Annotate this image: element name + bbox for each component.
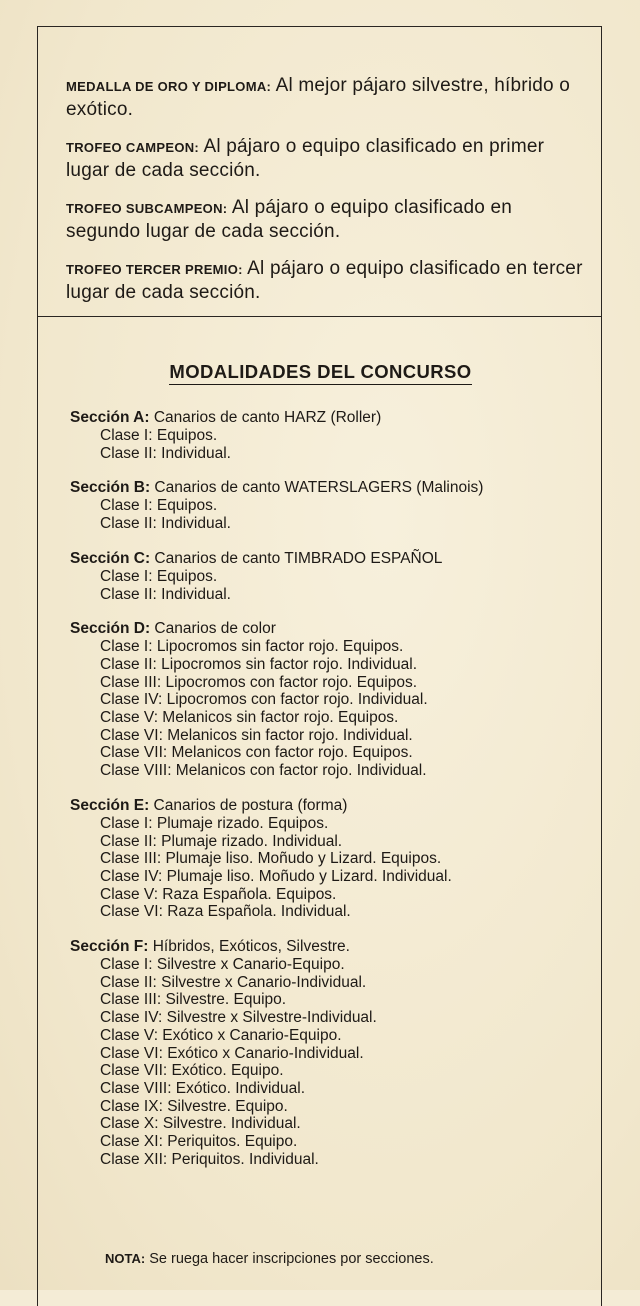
class-item: Clase II: Plumaje rizado. Individual. — [100, 832, 343, 850]
class-item: Clase VIII: Exótico. Individual. — [100, 1079, 306, 1097]
award-champion — [66, 135, 586, 182]
section-key: Sección E: — [70, 796, 150, 814]
class-item: Clase VI: Exótico x Canario-Individual. — [100, 1044, 364, 1062]
class-item: Clase VII: Melanicos con factor rojo. Equipos. — [100, 744, 413, 762]
section-title: MODALIDADES DEL CONCURSO — [169, 361, 471, 385]
section-text: Canarios de canto HARZ (Roller) — [149, 409, 382, 426]
section-text: Canarios de canto WATERSLAGERS (Malinois) — [150, 479, 484, 497]
modalities-box — [37, 316, 602, 1306]
section-key: Sección D: — [70, 620, 151, 638]
class-item: Clase I: Equipos. — [100, 567, 218, 585]
section-heading — [70, 797, 595, 815]
class-item: Clase II: Individual. — [100, 515, 231, 533]
award-text: Al mejor pájaro silvestre, híbrido o exótico. — [66, 75, 571, 120]
note-key: NOTA: — [105, 1251, 146, 1266]
class-item: Clase II: Lipocromos sin factor rojo. Individual. — [100, 655, 418, 673]
class-item: Clase XI: Periquitos. Equipo. — [100, 1133, 298, 1151]
class-item: Clase III: Plumaje liso. Moñudo y Lizard. Equipos. — [100, 850, 442, 868]
section-block — [70, 550, 595, 603]
sections-list — [70, 409, 595, 1186]
class-item: Clase I: Equipos. — [100, 427, 218, 444]
class-item: Clase III: Lipocromos con factor rojo. Equipos. — [100, 673, 418, 691]
section-block — [70, 409, 595, 462]
class-item: Clase VII: Exótico. Equipo. — [100, 1062, 284, 1080]
section-heading — [70, 620, 595, 638]
awards-box — [37, 26, 602, 317]
awards-list — [66, 74, 586, 318]
note — [105, 1251, 434, 1267]
class-item: Clase IX: Silvestre. Equipo. — [100, 1097, 288, 1115]
section-block — [70, 938, 595, 1168]
class-item: Clase XII: Periquitos. Individual. — [100, 1150, 319, 1168]
section-key: Sección F: — [70, 938, 149, 956]
section-key: Sección C: — [70, 549, 151, 567]
class-item: Clase IV: Plumaje liso. Moñudo y Lizard. Individual. — [100, 867, 452, 885]
section-text: Canarios de canto TIMBRADO ESPAÑOL — [150, 549, 443, 567]
class-item: Clase VIII: Melanicos con factor rojo. Individual. — [100, 762, 427, 780]
section-heading — [70, 550, 595, 568]
section-text: Canarios de color — [150, 620, 276, 638]
class-item: Clase I: Silvestre x Canario-Equipo. — [100, 956, 345, 974]
award-key: TROFEO CAMPEON: — [66, 140, 200, 155]
class-item: Clase V: Raza Española. Equipos. — [100, 885, 337, 903]
class-item: Clase II: Individual. — [100, 585, 231, 603]
award-gold-medal — [66, 74, 586, 121]
section-heading — [70, 479, 595, 497]
award-text: Al pájaro o equipo clasificado en segundo lugar de cada sección. — [66, 197, 513, 242]
class-item: Clase VI: Melanicos sin factor rojo. Individual. — [100, 726, 413, 744]
award-text: Al pájaro o equipo clasificado en tercer lugar de cada sección. — [66, 258, 583, 303]
class-item: Clase IV: Silvestre x Silvestre-Individual. — [100, 1009, 377, 1027]
award-runner-up — [66, 196, 586, 243]
section-heading — [70, 938, 595, 956]
award-text: Al pájaro o equipo clasificado en primer lugar de cada sección. — [66, 136, 545, 181]
award-key: TROFEO TERCER PREMIO: — [66, 262, 243, 277]
section-text: Canarios de postura (forma) — [149, 796, 348, 814]
section-heading — [70, 409, 595, 427]
class-item: Clase X: Silvestre. Individual. — [100, 1115, 301, 1133]
class-item: Clase VI: Raza Española. Individual. — [100, 903, 351, 921]
class-item: Clase I: Plumaje rizado. Equipos. — [100, 814, 329, 832]
class-item: Clase I: Lipocromos sin factor rojo. Equipos. — [100, 638, 404, 656]
class-item: Clase I: Equipos. — [100, 497, 218, 515]
award-key: MEDALLA DE ORO Y DIPLOMA: — [66, 79, 272, 94]
note-text: Se ruega hacer inscripciones por secciones. — [145, 1251, 434, 1267]
class-item: Clase II: Individual. — [100, 444, 231, 462]
class-item: Clase V: Exótico x Canario-Equipo. — [100, 1026, 342, 1044]
award-key: TROFEO SUBCAMPEON: — [66, 201, 228, 216]
class-item: Clase V: Melanicos sin factor rojo. Equipos. — [100, 709, 399, 727]
class-item: Clase III: Silvestre. Equipo. — [100, 991, 287, 1009]
section-title-wrap — [38, 361, 603, 383]
class-item: Clase IV: Lipocromos con factor rojo. Individual. — [100, 691, 428, 709]
section-key: Sección A: — [70, 409, 150, 426]
section-block — [70, 479, 595, 532]
section-block — [70, 620, 595, 780]
class-item: Clase II: Silvestre x Canario-Individual. — [100, 973, 367, 991]
section-text: Híbridos, Exóticos, Silvestre. — [148, 938, 350, 956]
section-block — [70, 797, 595, 921]
award-third-prize — [66, 257, 586, 304]
section-key: Sección B: — [70, 479, 151, 497]
